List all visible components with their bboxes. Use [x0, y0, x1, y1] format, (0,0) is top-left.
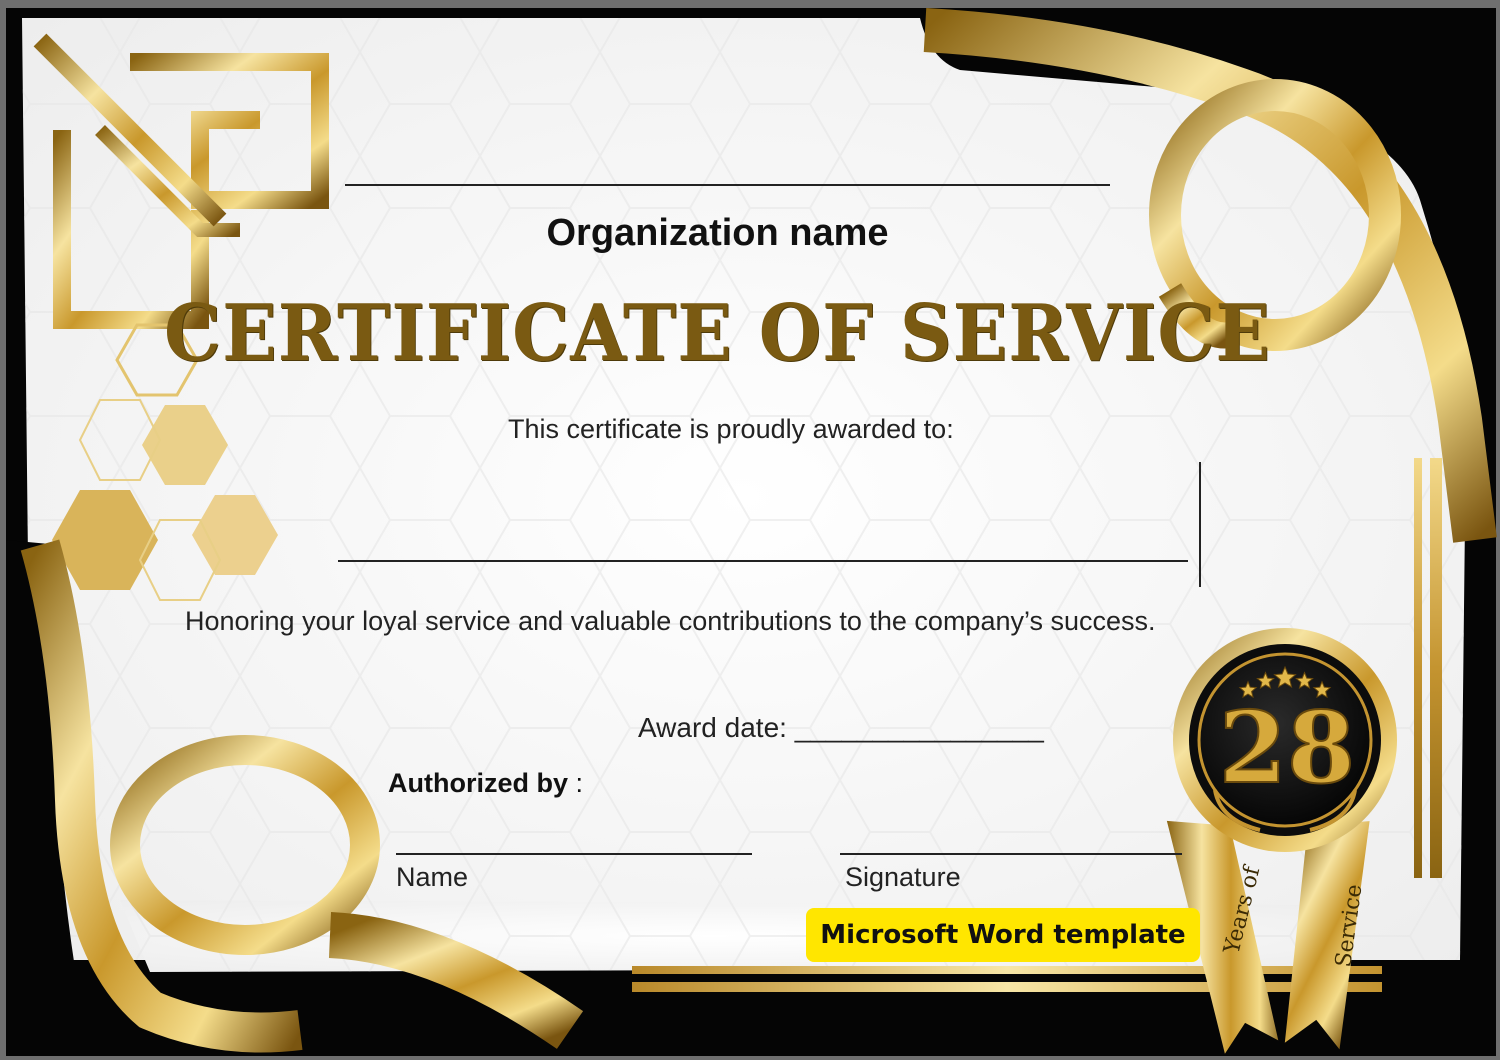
authorized-by-label — [388, 768, 583, 799]
certificate-title: CERTIFICATE OF SERVICE — [164, 288, 1272, 379]
name-line[interactable] — [396, 853, 752, 855]
seal-ribbon-left: Years of — [1219, 864, 1266, 957]
authorized-by-text: Authorized by — [388, 768, 568, 798]
name-label: Name — [396, 862, 469, 892]
honoring-text: Honoring your loyal service and valuable contributions to the company’s success. — [185, 606, 1156, 636]
seal-star-icon — [1275, 667, 1296, 687]
organization-underline — [345, 184, 1110, 186]
template-badge-text: Microsoft Word template — [820, 920, 1186, 950]
organization-name[interactable]: Organization name — [546, 212, 889, 254]
template-badge — [806, 908, 1200, 962]
signature-line[interactable] — [840, 853, 1182, 855]
award-date-field[interactable]: Award date: ________________ — [638, 712, 1044, 743]
seal-star-icon — [1296, 673, 1312, 688]
text-cursor — [1199, 462, 1201, 587]
authorized-by-colon: : — [568, 768, 584, 798]
seal-star-icon — [1257, 673, 1273, 688]
seal-years: 28 — [1218, 691, 1356, 806]
recipient-name-line[interactable] — [338, 560, 1188, 562]
awarded-to-text: This certificate is proudly awarded to: — [508, 414, 954, 444]
seal-ribbon-right: Service — [1331, 882, 1368, 969]
signature-label: Signature — [845, 862, 961, 892]
